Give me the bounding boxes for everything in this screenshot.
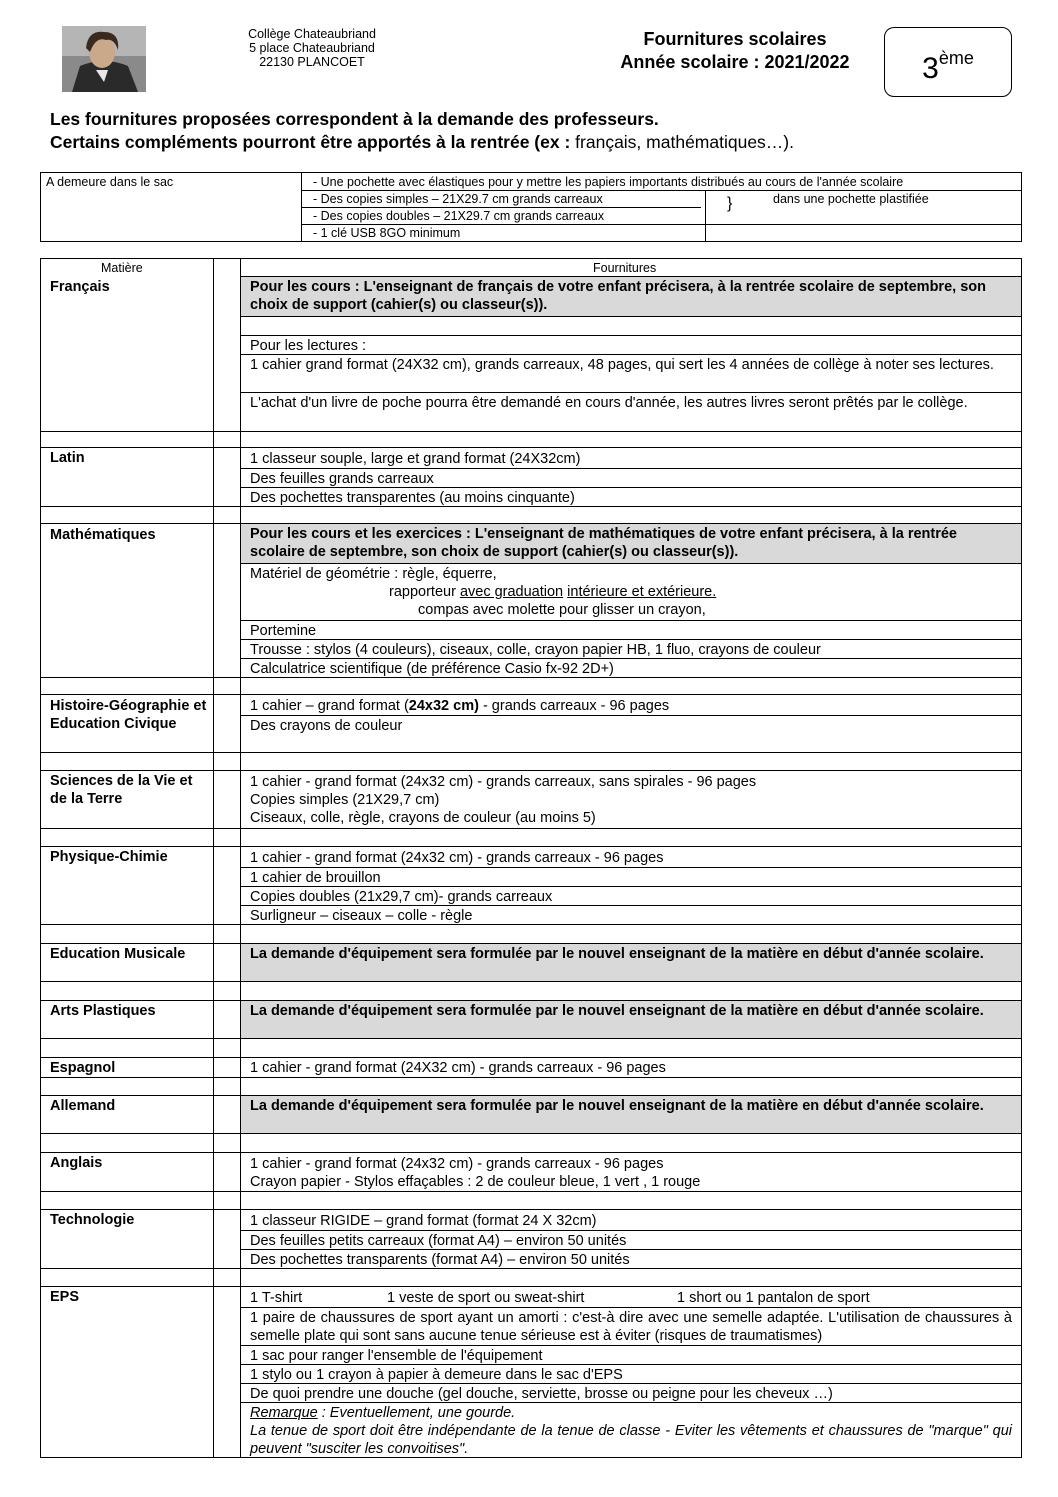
subject-techno: Technologie: [50, 1212, 135, 1228]
supply-sv-1: 1 cahier - grand format (24x32 cm) - grands carreaux, sans spirales - 96 pages: [250, 774, 757, 790]
supply-ma-5: Calculatrice scientifique (de préférence Casio fx-92 2D+): [241, 658, 1021, 677]
supply-ep-1c: 1 short ou 1 pantalon de sport: [677, 1290, 870, 1306]
supply-ep-3: 1 sac pour ranger l'ensemble de l'équipement: [241, 1345, 1021, 1364]
supply-fr-2: Pour les lectures :: [241, 335, 1021, 354]
intro-line-2-tail: français, mathématiques…).: [570, 132, 794, 152]
supply-sv-2: Copies simples (21X29,7 cm): [250, 792, 440, 808]
supply-la-2: Des feuilles grands carreaux: [241, 468, 1021, 487]
subject-physique: Physique-Chimie: [50, 849, 168, 865]
document-title: [580, 28, 890, 74]
supply-mu-1: La demande d'équipement sera formulée par le nouvel enseignant de la matière en début d'année scolaire.: [241, 943, 1021, 981]
subject-allemand: Allemand: [50, 1098, 116, 1114]
supply-ep-2: 1 paire de chaussures de sport ayant un amorti : c'est-à dire avec une semelle adaptée. L'utilisation de chaussures à semelle plate qui sont sans aucune tenue sérieuse est à éviter (risques de traumatismes): [241, 1307, 1021, 1345]
school-name: Collège Chateaubriand: [248, 27, 376, 41]
bag-table: [40, 172, 1022, 242]
supply-hg-2: Des crayons de couleur: [241, 715, 1021, 752]
supply-an-1: 1 cahier - grand format (24x32 cm) - grands carreaux - 96 pages: [250, 1156, 664, 1172]
supply-ma-2b: rapporteur avec graduation intérieure et extérieure.: [389, 584, 717, 600]
subject-arts: Arts Plastiques: [50, 1003, 156, 1019]
supply-ar-1: La demande d'équipement sera formulée par le nouvel enseignant de la matière en début d'année scolaire.: [241, 1000, 1021, 1038]
supply-ma-4: Trousse : stylos (4 couleurs), ciseaux, colle, crayon papier HB, 1 fluo, crayons de couleur: [241, 639, 1021, 658]
grade-number: 3: [922, 52, 939, 85]
supplies-table: [40, 258, 1022, 1458]
supply-hg-1: 1 cahier – grand format (24x32 cm) - grands carreaux - 96 pages: [250, 698, 670, 714]
supply-ma-3: Portemine: [241, 620, 1021, 639]
supply-al-1: La demande d'équipement sera formulée par le nouvel enseignant de la matière en début d'année scolaire.: [241, 1095, 1021, 1133]
bag-label: A demeure dans le sac: [46, 175, 174, 189]
subject-francais: Français: [50, 279, 110, 295]
supply-ep-1a: 1 T-shirt: [250, 1290, 303, 1306]
supply-ph-3: Copies doubles (21x29,7 cm)- grands carreaux: [241, 886, 1021, 905]
supply-an: [241, 1154, 1021, 1192]
subject-musique: Education Musicale: [50, 946, 186, 962]
supply-ph-1: 1 cahier - grand format (24x32 cm) - grands carreaux - 96 pages: [250, 850, 664, 866]
supply-sv-3: Ciseaux, colle, règle, crayons de couleur (au moins 5): [250, 810, 596, 826]
bag-item-1: - Une pochette avec élastiques pour y mettre les papiers importants distribués au cours de l'année scolaire: [313, 175, 904, 189]
supply-ep-1: [241, 1288, 1021, 1307]
supply-te-3: Des pochettes transparents (format A4) – environ 50 unités: [241, 1249, 1021, 1268]
supply-es-1: 1 cahier - grand format (24X32 cm) - grands carreaux - 96 pages: [250, 1060, 666, 1076]
supply-la-3: Des pochettes transparentes (au moins cinquante): [241, 487, 1021, 506]
supply-ep-1b: 1 veste de sport ou sweat-shirt: [387, 1290, 585, 1306]
intro-line-1: Les fournitures proposées correspondent à la demande des professeurs.: [50, 109, 659, 129]
supply-ep-5: De quoi prendre une douche (gel douche, serviette, brosse ou peigne pour les cheveux …): [241, 1383, 1021, 1402]
subject-histoire: Histoire-Géographie et Education Civique: [50, 698, 207, 732]
brace-icon: }: [727, 195, 733, 212]
supply-ph-2: 1 cahier de brouillon: [241, 867, 1021, 886]
title-line-2: Année scolaire : 2021/2022: [620, 52, 850, 72]
subject-latin: Latin: [50, 450, 85, 466]
supply-fr-1: Pour les cours : L'enseignant de français de votre enfant précisera, à la rentrée scolaire de septembre, son choix de support (cahier(s) ou classeur(s)).: [241, 276, 1021, 316]
supply-ma-2: [241, 563, 1021, 620]
school-address: [222, 27, 402, 69]
grade-suffix: ème: [938, 48, 974, 68]
supply-ep-6: [241, 1402, 1021, 1458]
bag-item-3: - Des copies doubles – 21X29.7 cm grands carreaux: [313, 209, 605, 223]
supply-an-2: Crayon papier - Stylos effaçables : 2 de couleur bleue, 1 vert , 1 rouge: [250, 1174, 701, 1190]
supply-ep-4: 1 stylo ou 1 crayon à papier à demeure dans le sac d'EPS: [241, 1364, 1021, 1383]
subject-svt: Sciences de la Vie et de la Terre: [50, 773, 193, 807]
supply-ep-6b: La tenue de sport doit être indépendante de la tenue de classe - Eviter les vêtements et chaussures de "marque" qui peuvent "susciter les convoitises".: [250, 1423, 1012, 1457]
supply-ph-4: Surligneur – ciseaux – colle - règle: [241, 905, 1021, 924]
intro-line-2-main: Certains compléments pourront être apportés à la rentrée (ex :: [50, 132, 571, 152]
bag-item-4: - 1 clé USB 8GO minimum: [313, 226, 461, 240]
supply-te-1: 1 classeur RIGIDE – grand format (format 24 X 32cm): [250, 1213, 597, 1229]
supply-ma-1: Pour les cours et les exercices : L'enseignant de mathématiques de votre enfant précisera, à la rentrée scolaire de septembre, son choix de support (cahier(s) ou classeur(s)).: [241, 523, 1021, 563]
supply-ma-2a: Matériel de géométrie : règle, équerre,: [250, 566, 497, 582]
intro-text: [50, 108, 1040, 154]
supply-sv: [241, 772, 1021, 829]
school-city: 22130 PLANCOET: [259, 55, 365, 69]
supply-ep-6a: Remarque : Eventuellement, une gourde.: [250, 1405, 516, 1421]
subject-espagnol: Espagnol: [50, 1060, 116, 1076]
subject-anglais: Anglais: [50, 1155, 103, 1171]
bag-note: dans une pochette plastifiée: [773, 192, 929, 206]
subject-eps: EPS: [50, 1289, 80, 1305]
supply-fr-3: 1 cahier grand format (24X32 cm), grands carreaux, 48 pages, qui sert les 4 années de collège à noter ses lectures.: [241, 354, 1021, 392]
supply-la-1: 1 classeur souple, large et grand format (24X32cm): [250, 451, 581, 467]
bag-item-2: - Des copies simples – 21X29.7 cm grands carreaux: [313, 192, 603, 206]
header-supplies: Fournitures: [593, 261, 657, 275]
portrait-image: [62, 26, 146, 92]
header-subject: Matière: [101, 261, 143, 275]
title-line-1: Fournitures scolaires: [643, 29, 827, 49]
grade-badge: [884, 27, 1012, 97]
intro-line-2: [50, 131, 1040, 154]
school-street: 5 place Chateaubriand: [249, 41, 375, 55]
supply-ma-2c: compas avec molette pour glisser un crayon,: [418, 602, 706, 618]
subject-maths: Mathématiques: [50, 527, 156, 543]
supply-fr-4: L'achat d'un livre de poche pourra être demandé en cours d'année, les autres livres seront prêtés par le collège.: [241, 392, 1021, 431]
supply-te-2: Des feuilles petits carreaux (format A4) – environ 50 unités: [241, 1230, 1021, 1249]
